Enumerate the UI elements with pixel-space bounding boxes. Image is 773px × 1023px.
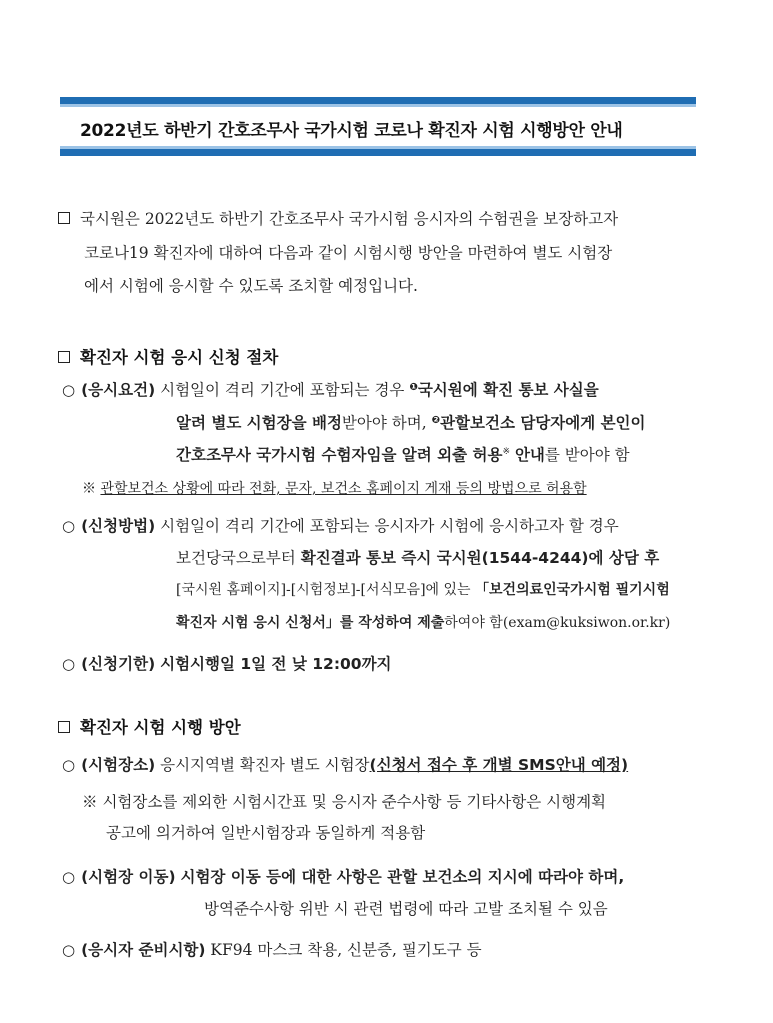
requirement-line-2 bbox=[176, 411, 646, 433]
checkbox-square-icon bbox=[58, 351, 70, 363]
move-line-1 bbox=[62, 865, 624, 887]
title-top-bar-shade bbox=[60, 104, 696, 107]
checkbox-square-icon bbox=[58, 212, 70, 224]
place-bold: (신청서 접수 후 개별 SMS안내 예정) bbox=[369, 756, 629, 774]
number-1-icon: ❶ bbox=[409, 382, 418, 393]
bullet-circle-icon: ○ bbox=[62, 381, 76, 399]
intro-text-1: 국시원은 2022년도 하반기 간호조무사 국가시험 응시자의 수험권을 보장하고자 bbox=[80, 210, 619, 228]
intro-line-3: 에서 시험에 응시할 수 있도록 조치할 예정입니다. bbox=[84, 277, 418, 295]
move-line-2: 방역준수사항 위반 시 관련 법령에 따라 고발 조치될 수 있음 bbox=[204, 900, 608, 918]
method-line-3 bbox=[176, 579, 670, 599]
deadline-line bbox=[62, 652, 392, 674]
requirement-line-3 bbox=[176, 443, 630, 465]
intro-line-1 bbox=[58, 207, 618, 229]
bullet-circle-icon: ○ bbox=[62, 941, 76, 959]
requirement-bold-1: 국시원에 확진 통보 사실을 bbox=[417, 381, 599, 399]
requirement-bold-4: 간호조무사 국가시험 수험자임을 알려 외출 허용 bbox=[176, 446, 503, 464]
section2-note-text-1: 시험장소를 제외한 시험시간표 및 응시자 준수사항 등 기타사항은 시행계획 bbox=[102, 793, 607, 811]
section1-heading-text: 확진자 시험 응시 신청 절차 bbox=[80, 348, 279, 367]
section2-heading bbox=[58, 714, 241, 738]
intro-line-2: 코로나19 확진자에 대하여 다음과 같이 시험시행 방안을 마련하여 별도 시험장 bbox=[84, 244, 613, 262]
method-line-2 bbox=[176, 546, 659, 568]
move-bold: 시험장 이동 등에 대한 사항은 관할 보건소의 지시에 따라야 하며, bbox=[180, 868, 625, 886]
method-line-4 bbox=[176, 612, 670, 632]
requirement-text-2: 받아야 하며, bbox=[341, 414, 427, 432]
method-label: (신청방법) bbox=[81, 517, 156, 535]
method-line-1 bbox=[62, 514, 619, 536]
method-bold-2: 「보건의료인국가시험 필기시험 bbox=[475, 582, 670, 598]
number-2-icon: ❷ bbox=[431, 415, 441, 426]
method-text-4: 하여야 함(exam@kuksiwon.or.kr) bbox=[444, 615, 671, 631]
prep-text: KF94 마스크 착용, 신분증, 필기도구 등 bbox=[210, 941, 482, 959]
place-line bbox=[62, 753, 628, 775]
reference-mark: ※ bbox=[82, 481, 96, 497]
requirement-bold-3: 관할보건소 담당자에게 본인이 bbox=[440, 414, 646, 432]
checkbox-square-icon bbox=[58, 721, 70, 733]
section2-note-line-1 bbox=[82, 790, 606, 812]
section2-heading-text: 확진자 시험 시행 방안 bbox=[80, 718, 241, 737]
requirement-text-3: 를 받아야 함 bbox=[544, 446, 630, 464]
bullet-circle-icon: ○ bbox=[62, 756, 76, 774]
section2-note-line-2: 공고에 의거하여 일반시험장과 동일하게 적용함 bbox=[106, 824, 426, 842]
method-text-3: [국시원 홈페이지]-[시험정보]-[서식모음]에 있는 bbox=[176, 582, 471, 598]
method-text-1: 시험일이 격리 기간에 포함되는 응시자가 시험에 응시하고자 할 경우 bbox=[160, 517, 619, 535]
deadline-label: (신청기한) bbox=[81, 655, 156, 673]
reference-mark: ※ bbox=[82, 793, 98, 811]
prep-line bbox=[62, 938, 482, 960]
title-top-bar bbox=[60, 97, 696, 104]
deadline-text: 시험시행일 1일 전 낮 12:00까지 bbox=[160, 655, 392, 673]
requirement-note-text: 관할보건소 상황에 따라 전화, 문자, 보건소 홈페이지 게재 등의 방법으로 허용함 bbox=[100, 481, 587, 497]
title-bottom-bar bbox=[60, 149, 696, 156]
bullet-circle-icon: ○ bbox=[62, 517, 76, 535]
method-text-2: 보건당국으로부터 bbox=[176, 549, 296, 567]
section1-heading bbox=[58, 344, 278, 368]
method-bold-1: 확진결과 통보 즉시 국시원(1544-4244)에 상담 후 bbox=[300, 549, 660, 567]
bullet-circle-icon: ○ bbox=[62, 655, 76, 673]
page-title: 2022년도 하반기 간호조무사 국가시험 코로나 확진자 시험 시행방안 안내 bbox=[80, 121, 623, 141]
reference-mark: ※ bbox=[502, 447, 510, 457]
move-label: (시험장 이동) bbox=[81, 868, 176, 886]
requirement-label: (응시요건) bbox=[81, 381, 156, 399]
requirement-line-1 bbox=[62, 378, 599, 400]
requirement-bold-5: 안내 bbox=[514, 446, 545, 464]
prep-label: (응시자 준비시항) bbox=[81, 941, 206, 959]
bullet-circle-icon: ○ bbox=[62, 868, 76, 886]
requirement-bold-2: 알려 별도 시험장을 배정 bbox=[176, 414, 342, 432]
method-bold-3: 확진자 시험 응시 신청서」를 작성하여 제출 bbox=[176, 615, 445, 631]
requirement-text-1: 시험일이 격리 기간에 포함되는 경우 bbox=[160, 381, 405, 399]
place-text: 응시지역별 확진자 별도 시험장 bbox=[160, 756, 370, 774]
requirement-note bbox=[82, 478, 587, 498]
place-label: (시험장소) bbox=[81, 756, 156, 774]
